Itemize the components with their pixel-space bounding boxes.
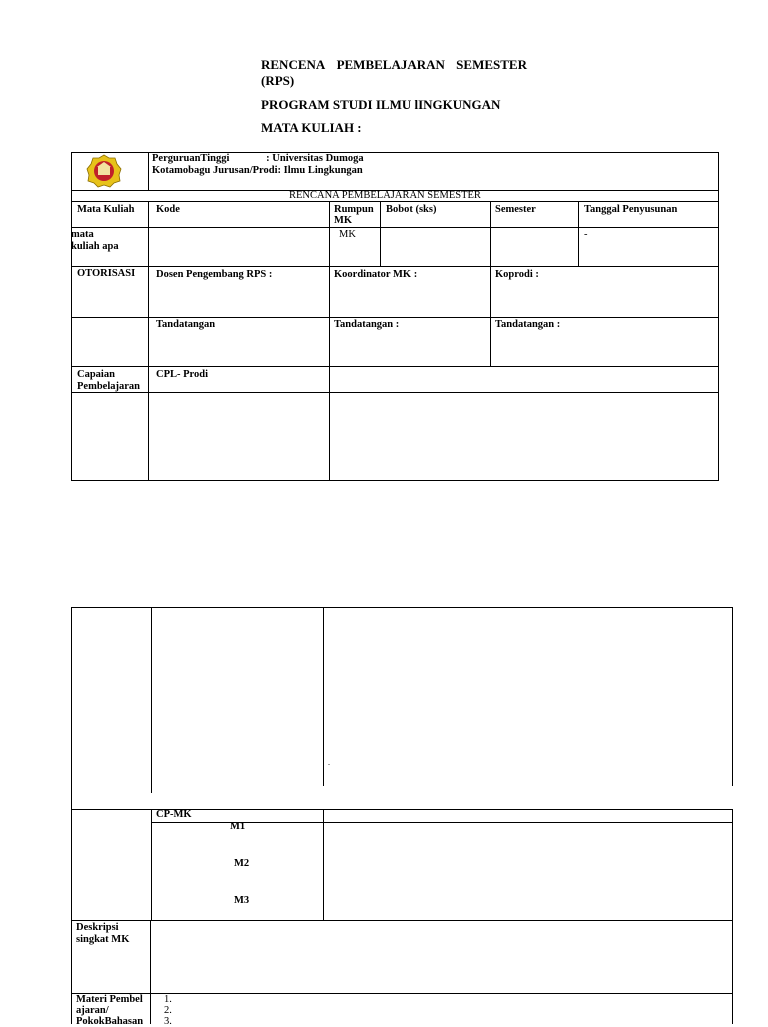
col-mata-kuliah: Mata Kuliah — [77, 204, 135, 215]
mk-tanggal: - — [584, 229, 588, 240]
t2-vline — [71, 607, 72, 1024]
program-studi-heading: PROGRAM STUDI ILMU lINGKUNGAN — [261, 97, 501, 112]
materi-label-2: ajaran/ — [76, 1005, 109, 1016]
otorisasi-label: OTORISASI — [77, 268, 136, 279]
t2-hline — [71, 920, 733, 921]
t1-vline — [718, 152, 719, 481]
mk-name-2: kuliah apa — [71, 241, 119, 252]
t2-hline — [71, 607, 733, 608]
t1-vline — [578, 201, 579, 266]
title-word-3: SEMESTER — [456, 57, 527, 72]
deskripsi-label-2: singkat MK — [76, 934, 130, 945]
otorisasi-dosen: Dosen Pengembang RPS : — [156, 269, 273, 280]
t1-hline — [71, 266, 719, 267]
t2-vline — [732, 607, 733, 786]
mk-name-1: mata — [71, 229, 94, 240]
capaian-label-1: Capaian — [77, 369, 115, 380]
t1-vline — [148, 201, 149, 481]
tanda-dosen: Tandatangan — [156, 319, 216, 330]
deskripsi-label-1: Deskripsi — [76, 922, 119, 933]
t2-vline — [323, 607, 324, 786]
institution-line2: Kotamobagu Jurusan/Prodi: Ilmu Lingkungan — [152, 165, 363, 176]
materi-list-item: 2. — [164, 1005, 172, 1016]
mata-kuliah-heading: MATA KULIAH : — [261, 120, 362, 135]
t1-hline — [71, 366, 719, 367]
cpl-prodi-label: CPL- Prodi — [156, 369, 209, 380]
col-tanggal: Tanggal Penyusunan — [584, 204, 678, 215]
logo-building-icon — [98, 167, 110, 175]
t1-hline — [71, 392, 719, 393]
doc-title-line1 — [261, 57, 527, 73]
university-logo — [86, 154, 122, 188]
t1-hline — [71, 317, 719, 318]
cpmk-label: CP-MK — [156, 809, 192, 820]
t1-hline — [71, 227, 719, 228]
col-rumpun-2: MK — [334, 215, 353, 226]
t2-vline — [151, 607, 152, 793]
title-word-2: PEMBELAJARAN — [336, 57, 445, 72]
col-rumpun-1: Rumpun — [334, 204, 374, 215]
t2-vline — [732, 809, 733, 1024]
col-bobot: Bobot (sks) — [386, 204, 437, 215]
t1-vline — [490, 201, 491, 366]
capaian-label-2: Pembelajaran — [77, 381, 140, 392]
t1-vline — [71, 152, 72, 481]
t2-vline — [151, 809, 152, 921]
t1-hline — [71, 480, 719, 481]
t1-vline — [148, 152, 149, 190]
cpmk-m3: M3 — [234, 895, 250, 906]
institution-line1: PerguruanTinggi : Universitas Dumoga — [152, 153, 364, 164]
materi-label-3: PokokBahasan — [76, 1016, 144, 1027]
materi-list-item: 3. — [164, 1016, 172, 1027]
t2-vline — [323, 809, 324, 921]
tanda-koordinator: Tandatangan : — [334, 319, 400, 330]
table-title: RENCANA PEMBELAJARAN SEMESTER — [289, 190, 481, 201]
tanda-koprodi: Tandatangan : — [495, 319, 561, 330]
doc-title-line1-cont: (RPS) — [261, 73, 295, 88]
cpmk-m2: M2 — [234, 858, 250, 869]
t1-vline — [380, 201, 381, 266]
col-kode: Kode — [156, 204, 180, 215]
mk-rumpun: MK — [339, 229, 356, 240]
t1-vline — [329, 201, 330, 481]
materi-list-item: 1. — [164, 994, 172, 1005]
title-word-1: RENCENA — [261, 57, 326, 72]
stray-dot: . — [328, 758, 330, 767]
otorisasi-koprodi: Koprodi : — [495, 269, 539, 280]
col-semester: Semester — [495, 204, 536, 215]
otorisasi-koordinator: Koordinator MK : — [334, 269, 418, 280]
t2-vline — [150, 920, 151, 1024]
t1-hline — [71, 201, 719, 202]
materi-label-1: Materi Pembel — [76, 994, 143, 1005]
cpmk-m1: M1 — [230, 821, 246, 832]
